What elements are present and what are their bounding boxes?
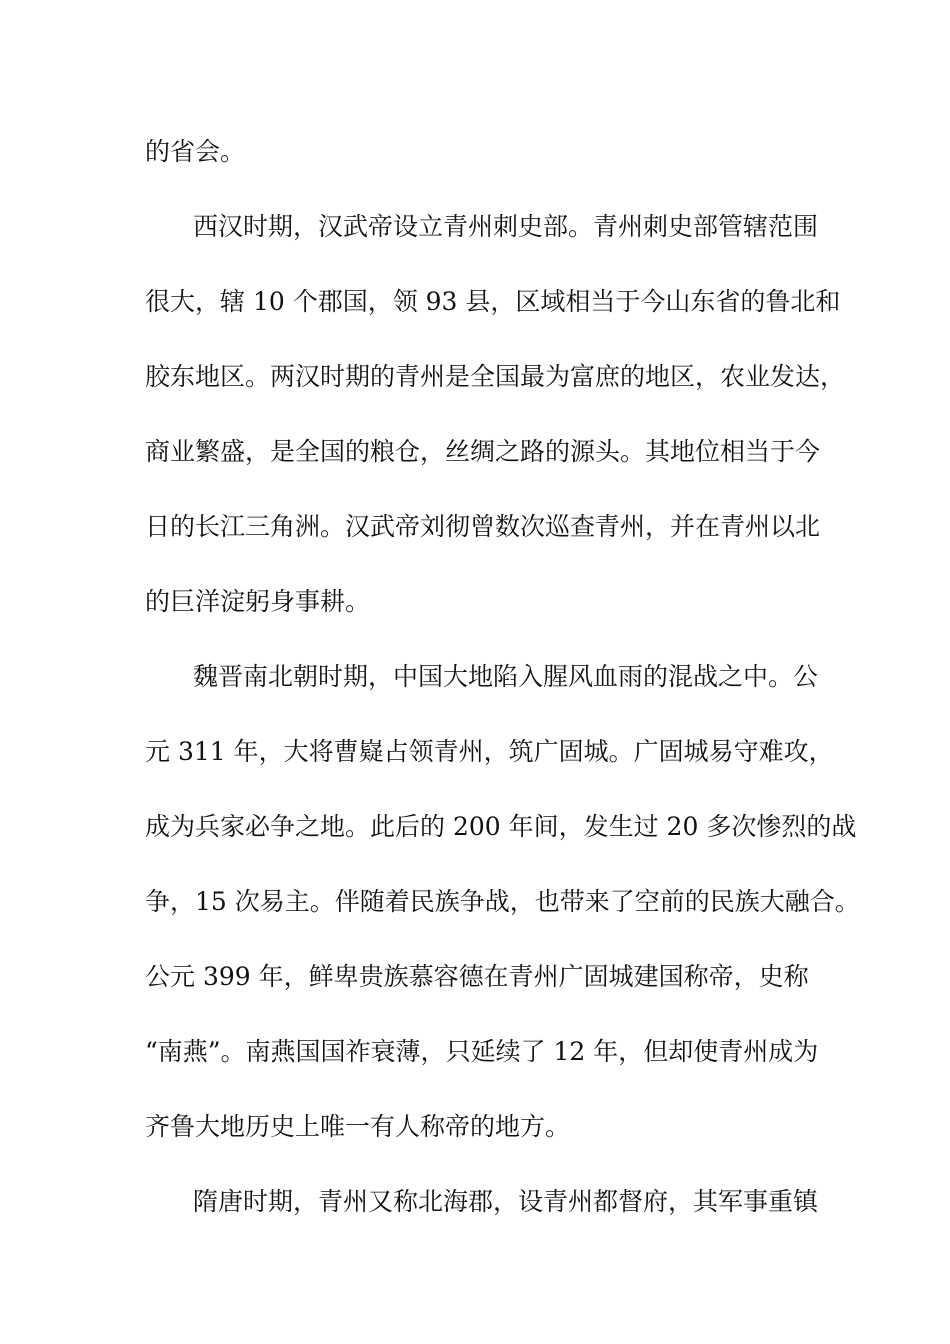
text-line: 的巨洋淀躬身事耕。 (145, 587, 371, 616)
text-line: 日的长江三角洲。汉武帝刘彻曾数次巡查青州，并在青州以北 (145, 512, 821, 541)
text-line: 争，15 次易主。伴随着民族争战，也带来了空前的民族大融合。 (145, 887, 860, 916)
paragraph-start-line: 隋唐时期，青州又称北海郡，设青州都督府，其军事重镇 (193, 1187, 819, 1216)
paragraph-start-line: 西汉时期，汉武帝设立青州刺史部。青州刺史部管辖范围 (193, 212, 819, 241)
text-line: 商业繁盛，是全国的粮仓，丝绸之路的源头。其地位相当于今 (145, 437, 821, 466)
paragraph-start-line: 魏晋南北朝时期，中国大地陷入腥风血雨的混战之中。公 (193, 662, 819, 691)
text-line: 齐鲁大地历史上唯一有人称帝的地方。 (145, 1112, 571, 1141)
text-line: 公元 399 年，鲜卑贵族慕容德在青州广固城建国称帝，史称 (145, 962, 809, 991)
text-line: 元 311 年，大将曹嶷占领青州，筑广固城。广固城易守难攻， (145, 737, 834, 766)
text-line: 的省会。 (145, 137, 246, 166)
text-line: 成为兵家必争之地。此后的 200 年间，发生过 20 多次惨烈的战 (145, 812, 857, 841)
text-line: 胶东地区。两汉时期的青州是全国最为富庶的地区，农业发达， (145, 362, 846, 391)
text-line: 很大，辖 10 个郡国，领 93 县，区域相当于今山东省的鲁北和 (145, 287, 841, 316)
text-line: “南燕”。南燕国国祚衰薄，只延续了 12 年，但却使青州成为 (145, 1037, 819, 1066)
